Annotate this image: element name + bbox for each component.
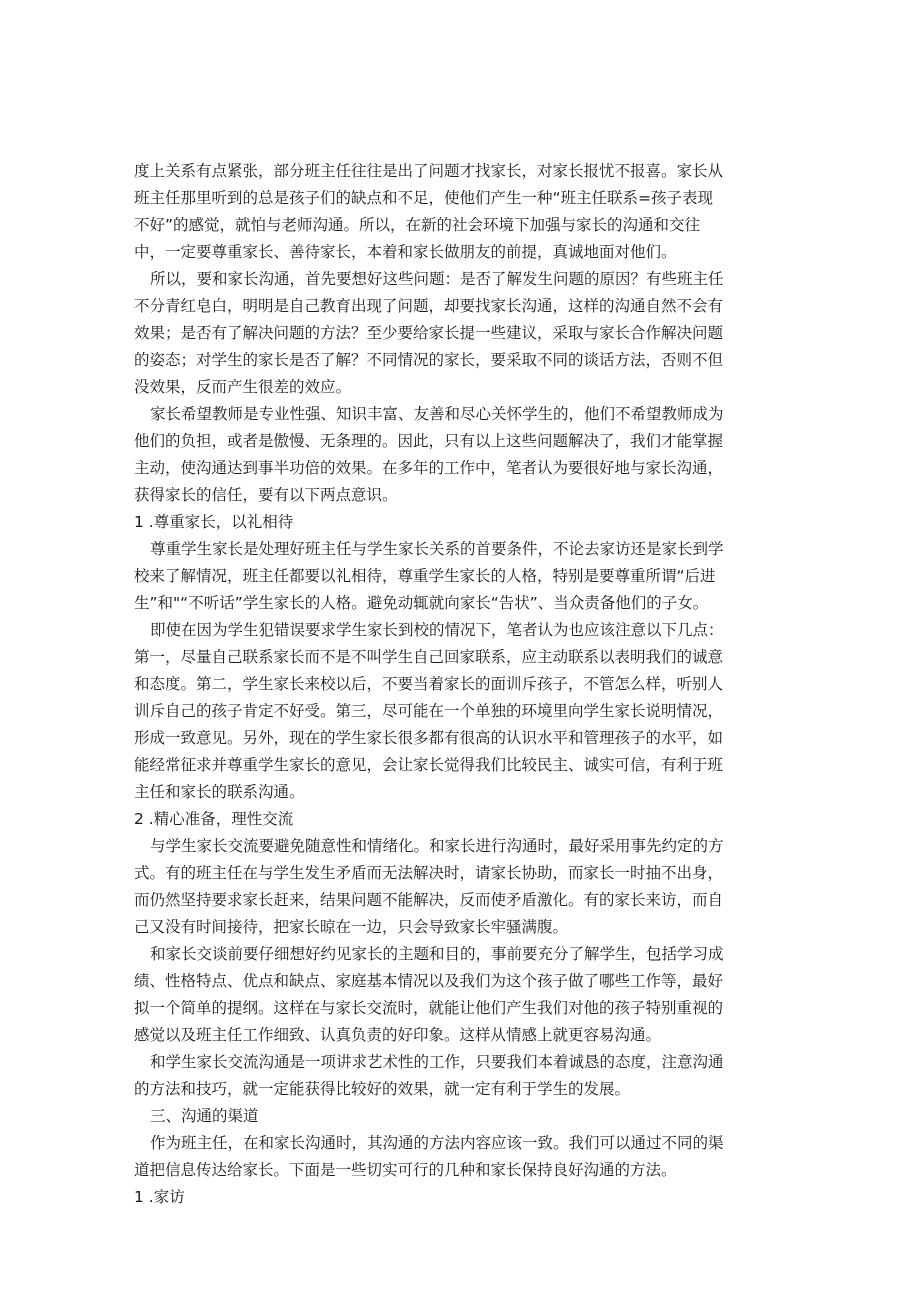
text-line: 中，一定要尊重家长、善待家长，本着和家长做朋友的前提，真诚地面对他们。 — [134, 243, 677, 261]
text-line: 能经常征求并尊重学生家长的意见，会让家长觉得我们比较民主、诚实可信，有利于班 — [134, 756, 724, 774]
text-line: 他们的负担，或者是傲慢、无条理的。因此，只有以上这些问题解决了，我们才能掌握 — [134, 432, 724, 450]
text-line: 己又没有时间接待，把家长晾在一边，只会导致家长牢骚满腹。 — [134, 918, 569, 936]
text-line: 效果；是否有了解决问题的方法？至少要给家长提一些建议，采取与家长合作解决问题 — [134, 324, 724, 342]
text-line: 校来了解情况，班主任都要以礼相待，尊重学生家长的人格，特别是要尊重所谓“后进 — [134, 567, 716, 585]
text-line: 式。有的班主任在与学生发生矛盾而无法解决时，请家长协助，而家长一时抽不出身， — [134, 864, 724, 882]
text-line: 的方法和技巧，就一定能获得比较好的效果，就一定有利于学生的发展。 — [134, 1080, 631, 1098]
text-line: 度上关系有点紧张，部分班主任往往是出了问题才找家长，对家长报忧不报喜。家长从 — [134, 162, 724, 180]
text-line: 训斥自己的孩子肯定不好受。第三，尽可能在一个单独的环境里向学生家长说明情况， — [134, 702, 724, 720]
text-line: 与学生家长交流要避免随意性和情绪化。和家长进行沟通时，最好采用事先约定的方 — [150, 837, 724, 855]
text-line: 拟一个简单的提纲。这样在与家长交流时，就能让他们产生我们对他的孩子特别重视的 — [134, 999, 724, 1017]
text-line: 而仍然坚持要求家长赶来，结果问题不能解决，反而使矛盾激化。有的家长来访，而自 — [134, 891, 724, 909]
text-line: 家长希望教师是专业性强、知识丰富、友善和尽心关怀学生的，他们不希望教师成为 — [150, 405, 724, 423]
section-heading: 1 .尊重家长，以礼相待 — [134, 513, 294, 531]
text-line: 主动，使沟通达到事半功倍的效果。在多年的工作中，笔者认为要很好地与家长沟通， — [134, 459, 724, 477]
section-heading: 2 .精心准备，理性交流 — [134, 810, 294, 828]
text-line: 和学生家长交流沟通是一项讲求艺术性的工作，只要我们本着诚恳的态度，注意沟通 — [150, 1053, 724, 1071]
text-line: 班主任那里听到的总是孩子们的缺点和不足，使他们产生一种“班主任联系=孩子表现 — [134, 189, 714, 207]
text-line: 即使在因为学生犯错误要求学生家长到校的情况下，笔者认为也应该注意以下几点： — [150, 621, 724, 639]
text-line: 不分青红皂白，明明是自己教育出现了问题，却要找家长沟通，这样的沟通自然不会有 — [134, 297, 724, 315]
text-line: 作为班主任，在和家长沟通时，其沟通的方法内容应该一致。我们可以通过不同的渠 — [150, 1134, 724, 1152]
text-line: 不好”的感觉，就怕与老师沟通。所以，在新的社会环境下加强与家长的沟通和交往 — [134, 216, 701, 234]
text-line: 道把信息传达给家长。下面是一些切实可行的几种和家长保持良好沟通的方法。 — [134, 1161, 677, 1179]
text-line: 获得家长的信任，要有以下两点意识。 — [134, 486, 398, 504]
text-line: 和态度。第二，学生家长来校以后，不要当着家长的面训斥孩子，不管怎么样，听别人 — [134, 675, 724, 693]
text-line: 尊重学生家长是处理好班主任与学生家长关系的首要条件，不论去家访还是家长到学 — [150, 540, 724, 558]
text-line: 第一，尽量自己联系家长而不是不叫学生自己回家联系，应主动联系以表明我们的诚意 — [134, 648, 724, 666]
section-heading: 1 .家访 — [134, 1188, 185, 1206]
text-line: 形成一致意见。另外，现在的学生家长很多都有很高的认识水平和管理孩子的水平，如 — [134, 729, 724, 747]
text-line: 的姿态；对学生的家长是否了解？不同情况的家长，要采取不同的谈话方法，否则不但 — [134, 351, 724, 369]
text-line: 生”和"“不听话”学生家长的人格。避免动辄就向家长“告状”、当众责备他们的子女。 — [134, 594, 709, 612]
text-line: 主任和家长的联系沟通。 — [134, 783, 305, 801]
text-line: 感觉以及班主任工作细致、认真负责的好印象。这样从情感上就更容易沟通。 — [134, 1026, 662, 1044]
section-heading: 三、沟通的渠道 — [150, 1107, 259, 1125]
text-line: 没效果，反而产生很差的效应。 — [134, 378, 352, 396]
document-body — [134, 158, 800, 1211]
text-line: 绩、性格特点、优点和缺点、家庭基本情况以及我们为这个孩子做了哪些工作等，最好 — [134, 972, 724, 990]
text-line: 和家长交谈前要仔细想好约见家长的主题和目的，事前要充分了解学生，包括学习成 — [150, 945, 724, 963]
text-line: 所以，要和家长沟通，首先要想好这些问题：是否了解发生问题的原因？有些班主任 — [150, 270, 724, 288]
